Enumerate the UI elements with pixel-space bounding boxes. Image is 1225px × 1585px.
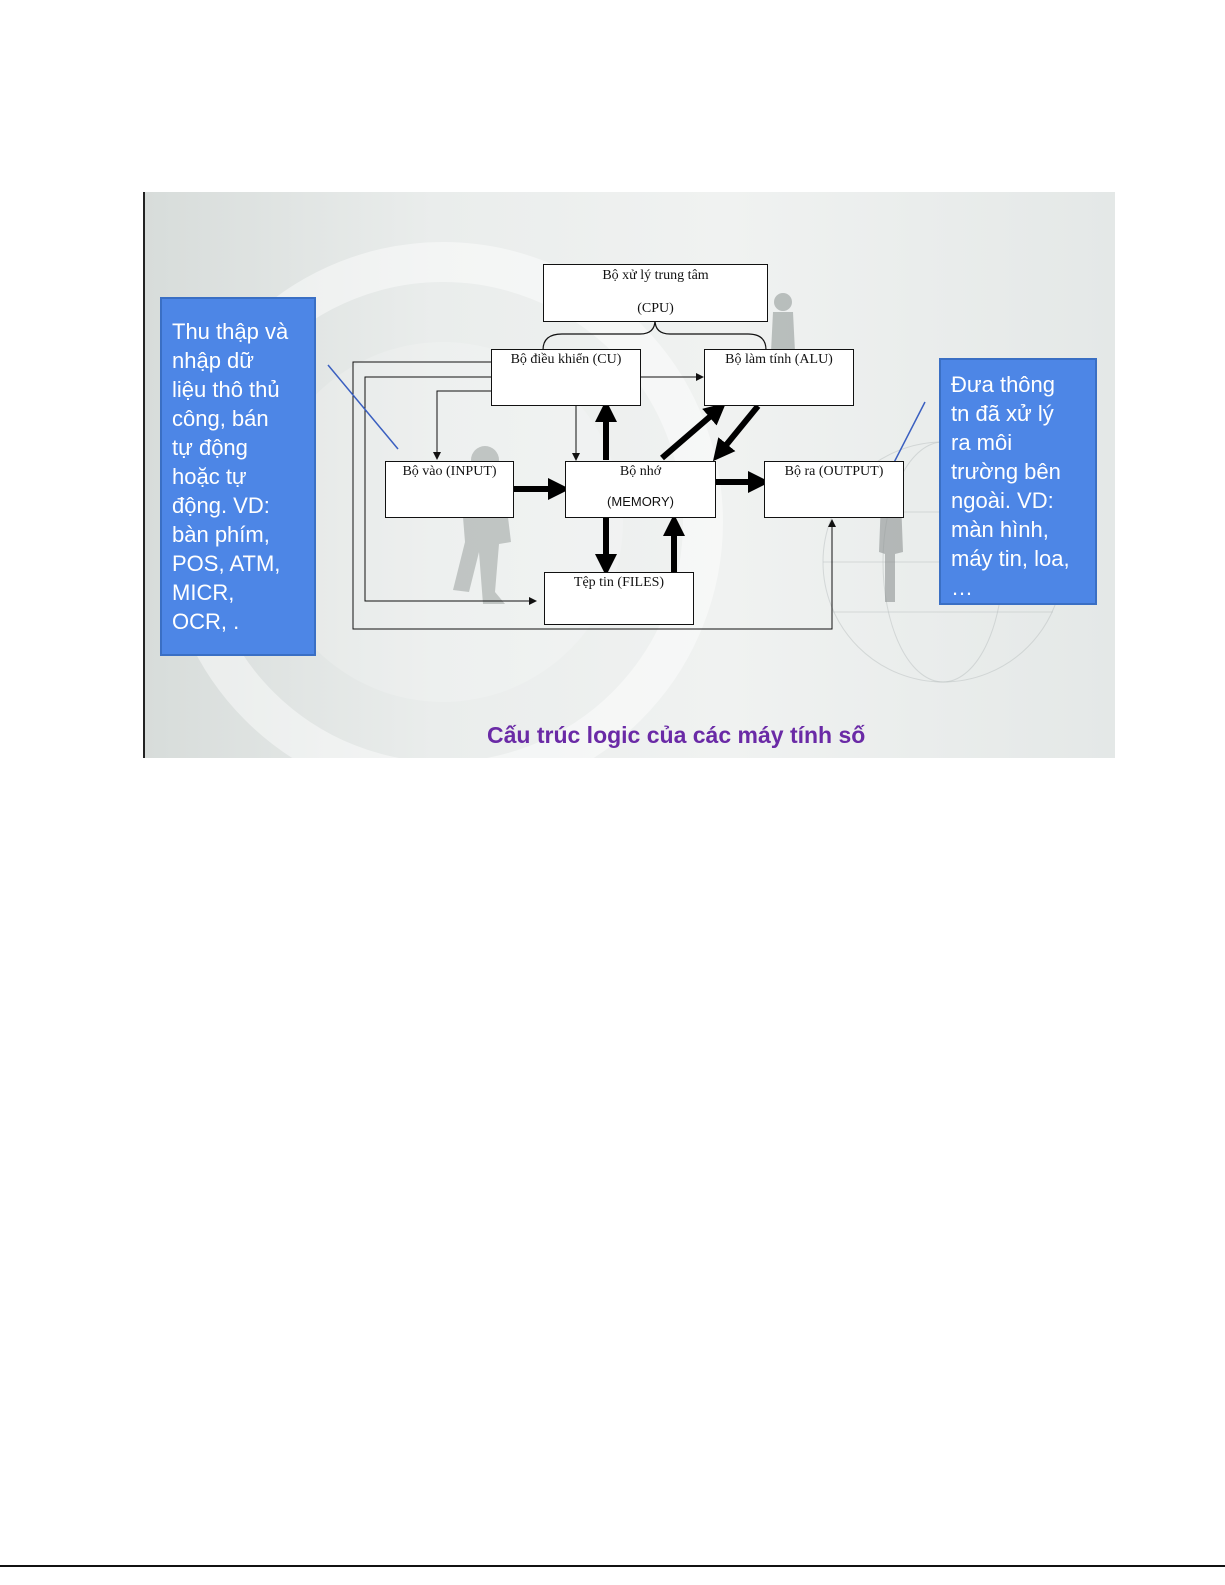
output-callout — [939, 358, 1097, 605]
callout-line: ngoài. VD: — [951, 488, 1054, 513]
callout-line: máy tin, loa, — [951, 546, 1070, 571]
input-box — [385, 461, 514, 518]
page-bottom-rule — [0, 1565, 1225, 1567]
output-label: Bộ ra (OUTPUT) — [784, 464, 884, 479]
alu-box — [704, 349, 854, 406]
callout-line: nhập dữ — [172, 348, 255, 373]
callout-line: màn hình, — [951, 517, 1049, 542]
callout-line: Đưa thông — [951, 372, 1056, 397]
callout-line: liệu thô thủ — [172, 377, 280, 402]
callout-line: Thu thập và — [172, 319, 289, 344]
cu-label: Bộ điều khiển (CU) — [510, 352, 622, 367]
memory-title: Bộ nhớ — [619, 464, 662, 479]
cpu-abbr: (CPU) — [637, 301, 674, 316]
callout-line: OCR, . — [172, 609, 240, 634]
callout-line: công, bán — [172, 406, 269, 431]
files-label: Tệp tin (FILES) — [573, 575, 665, 590]
callout-line: … — [951, 575, 973, 600]
cu-box — [491, 349, 641, 406]
input-callout — [160, 297, 316, 656]
callout-line: tự động — [172, 435, 248, 460]
callout-line: hoặc tự — [172, 464, 247, 489]
callout-line: POS, ATM, — [172, 551, 281, 576]
input-label: Bộ vào (INPUT) — [402, 464, 497, 479]
files-box — [544, 572, 694, 625]
callout-line: bàn phím, — [172, 522, 270, 547]
callout-line: động. VD: — [172, 493, 270, 518]
callout-line: ra môi — [951, 430, 1013, 455]
output-box — [764, 461, 904, 518]
cpu-title: Bộ xử lý trung tâm — [602, 268, 709, 283]
diagram-caption: Cấu trúc logic của các máy tính số — [487, 722, 866, 748]
memory-box — [565, 461, 716, 518]
callout-line: trường bên — [951, 459, 1061, 484]
cpu-box — [543, 264, 768, 322]
callout-line: MICR, — [172, 580, 235, 605]
callout-line: tn đã xử lý — [951, 401, 1054, 426]
memory-abbr: (MEMORY) — [607, 494, 674, 509]
alu-label: Bộ làm tính (ALU) — [725, 352, 833, 367]
